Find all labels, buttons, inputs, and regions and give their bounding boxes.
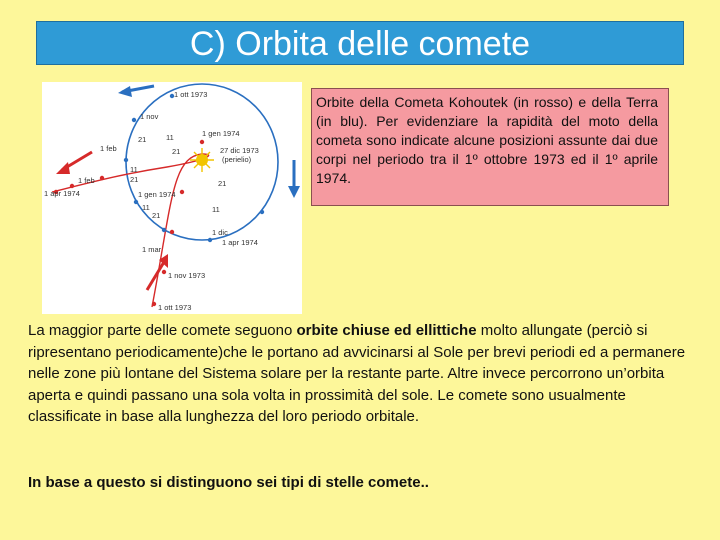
label-comet-perihelion-date: 27 dic 1973	[220, 146, 259, 155]
label-earth-11c: 11	[142, 203, 150, 212]
orbit-diagram	[42, 82, 302, 314]
label-comet-gen: 1 gen 1974	[202, 129, 240, 138]
label-earth-feb: 1 feb	[100, 144, 117, 153]
label-earth-oct: 1 ott 1973	[174, 90, 208, 99]
label-earth-21c: 21	[130, 175, 139, 184]
label-earth-apr: 1 apr 1974	[222, 238, 258, 247]
label-earth-21b: 21	[172, 147, 181, 156]
label-earth-21d: 21	[152, 211, 161, 220]
body-text-part2: molto allungate (perciò si ripresentano periodicamente)che le portano ad avvicinarsi al Sole per brevi periodi ed a permanere nelle zone più lontane del Sistema solare per la restante parte. Altre invece percorrono un’orbita aperta e quindi passano una sola volta in prossimità del sole. Le comete sono usualmente classificate in base alla lunghezza del loro periodo orbitale.	[28, 322, 686, 425]
label-earth-dic: 1 dic	[212, 228, 228, 237]
body-text-part1: La maggior parte delle comete seguono	[28, 322, 297, 339]
earth-arrowhead-top	[118, 86, 132, 97]
label-comet-21: 21	[218, 179, 227, 188]
label-comet-apr: 1 apr 1974	[44, 189, 80, 198]
body-text-bold: orbite chiuse ed ellittiche	[296, 322, 477, 339]
label-earth-11a: 11	[166, 133, 174, 142]
label-comet-perihelion: (perielio)	[222, 155, 252, 164]
comet-arrowhead-left	[56, 162, 70, 174]
slide-title: C) Orbita delle comete	[36, 21, 684, 65]
conclusion-text: In base a questo si distinguono sei tipi di stelle comete..	[28, 474, 429, 491]
figure-caption: Orbite della Cometa Kohoutek (in rosso) e della Terra (in blu). Per evidenziare la rapidità del moto della cometa sono indicate alcune posizioni assunte dai due corpi nel periodo tra il 1º ottobre 1973 ed il 1º aprile 1974.	[311, 88, 669, 206]
label-earth-mar: 1 mar	[142, 245, 162, 254]
sun-rays	[190, 148, 214, 172]
label-earth-21a: 21	[138, 135, 147, 144]
label-earth-nov: 1 nov	[140, 112, 159, 121]
body-paragraph	[28, 320, 688, 428]
label-earth-gen: 1 gen 1974	[138, 190, 176, 199]
orbit-svg	[42, 82, 302, 314]
earth-arrowhead	[288, 186, 300, 198]
label-comet-11: 11	[212, 205, 220, 214]
label-earth-11b: 11	[130, 165, 138, 174]
label-comet-feb: 1 feb	[78, 176, 95, 185]
label-comet-nov: 1 nov 1973	[168, 271, 206, 280]
label-comet-oct: 1 ott 1973	[158, 303, 192, 312]
